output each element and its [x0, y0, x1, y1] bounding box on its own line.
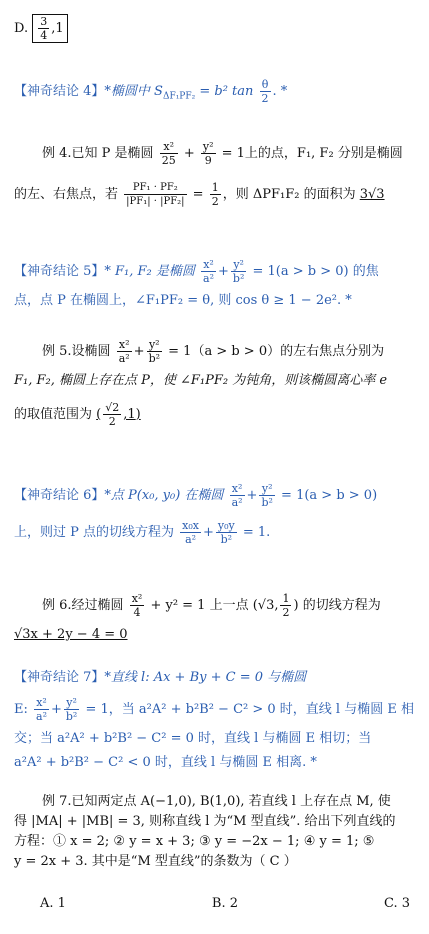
- option-c: C. 3: [383, 896, 410, 911]
- bracket-interval: $\frac{3}{4}$ ,1: [32, 14, 67, 43]
- conclusion-6: 【神奇结论 6】*点 P(x₀, y₀) 在椭圆 $\frac{\text{x²}}{\text{a²}}$ + $\frac{\text{y²}}{\text{b²}}$ = 1(a > b > 0) 上，则过 P 点的切线方程为 $\frac{\text{x₀x}}{\text{a²}}$ + $\frac{\text{y₀y}}{\text{b²}}$ = 1.: [14, 482, 378, 546]
- option-b: B. 2: [211, 896, 238, 911]
- answer-6: √3x + 2y − 4 = 0: [14, 627, 128, 642]
- example-7: 例 7.已知两定点 A(−1,0), B(1,0), 若直线 l 上存在点 M, 使 得 |MA| + |MB| = 3, 则称直线 l 为“M 型直线”. 给出下列直线的 方程：① x = 2; ② y = x + 3; ③ y = −2x − 1; ④ y = 1; ⑤ y = 2x + 3. 其中是“M 型直线”的条数为（ C ）: [14, 794, 396, 869]
- answer-5: ( $\frac{√2}{2}$ ,1): [96, 401, 141, 428]
- option-d: D. $\frac{3}{4}$ ,1: [14, 14, 416, 43]
- answer-4: 3√3: [359, 187, 385, 202]
- example-4: 例 4.已知 P 是椭圆 $\frac{\text{x²}}{25}$ + $\frac{\text{y²}}{9}$ = 1上的点，F₁, F₂ 分别是椭圆 的左、右焦点，若 $\frac{\text{PF₁ · PF₂}}{\text{|PF₁| · |PF₂|}}$ = $\frac{1}{2}$ ，则 ΔPF₁F₂ 的面积为 3√3: [14, 140, 403, 208]
- example-5: 例 5.设椭圆 $\frac{\text{x²}}{\text{a²}}$ + $\frac{\text{y²}}{\text{b²}}$ = 1（a > b > 0）的左右焦点分别为 F₁, F₂, 椭圆上存在点 P，使 ∠F₁PF₂ 为钝角，则该椭圆离心率 e 的取值范围为 ( $\frac{√2}{2}$ ,1): [14, 338, 388, 428]
- conclusion-7: 【神奇结论 7】*直线 l: Ax + By + C = 0 与椭圆 E: $\frac{\text{x²}}{\text{a²}}$ + $\frac{\text{y²}}{\text{b²}}$ = 1，当 a²A² + b²B² − C² > 0 时，直线 l 与椭圆 E 相 交；当 a²A² + b²B² − C² = 0 时，直线 l 与椭圆 E 相切；当 a²A² + b²B² − C² < 0 时，直线 l 与椭圆 E 相离. *: [14, 670, 414, 770]
- conclusion-5: 【神奇结论 5】* F₁, F₂ 是椭圆 $\frac{\text{x²}}{\text{a²}}$ + $\frac{\text{y²}}{\text{b²}}$ = 1(a > b > 0) 的焦 点，点 P 在椭圆上，∠F₁PF₂ = θ, 则 cos θ ≥ 1 − 2e². *: [14, 258, 379, 308]
- example-6: 例 6.经过椭圆 $\frac{\text{x²}}{4}$ + y² = 1 上一点 (√3, $\frac{1}{2}$ ) 的切线方程为 √3x + 2y − 4 = 0: [14, 592, 381, 642]
- options-row: [40, 896, 410, 911]
- option-a: A. 1: [40, 896, 66, 911]
- conclusion-4: 【神奇结论 4】*椭圆中 $S_{\Delta F_1PF_2} = b^2$ tan $\frac{\theta}{2}$ . *: [14, 78, 288, 105]
